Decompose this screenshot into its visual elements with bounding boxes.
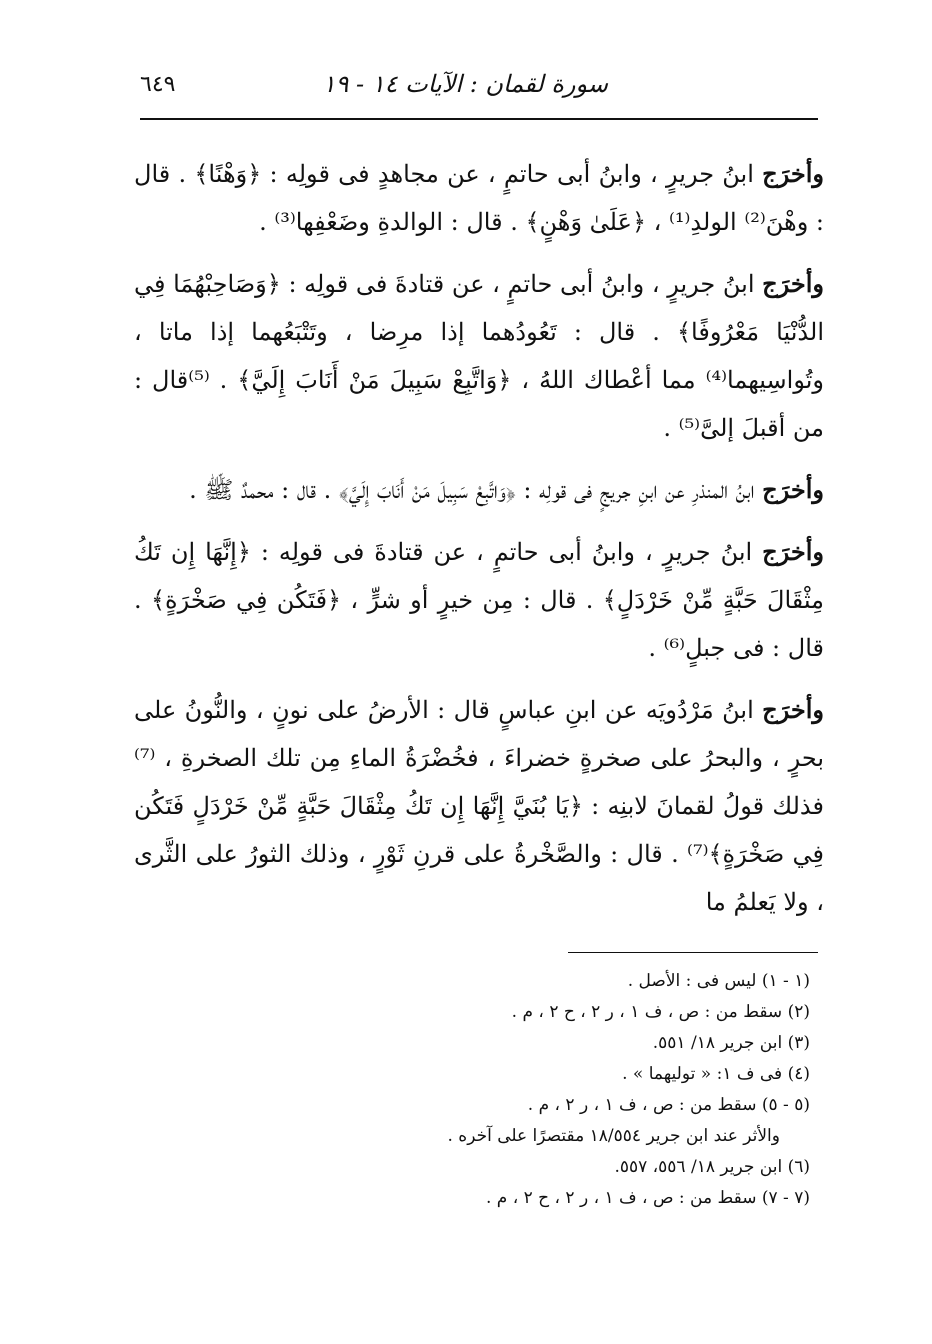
paragraph-text: ابنُ مَرْدُويَه عن ابنِ عباسٍ قال : الأرضُ على نونٍ ، والنُّونُ على بحرٍ ، والبحرُ على صخرةٍ خضراءَ ، فخُضْرَةُ الماءِ مِن تلك الصخرةِ ، ⁽⁷⁾فذلك قولُ لقمانَ لابنِه : ﴿يَا بُنَيَّ إِنَّهَا إِن تَكُ مِثْقَالَ حَبَّةٍ مِّنْ خَرْدَلٍ فَتَكُن فِي صَخْرَةٍ﴾⁽⁷⁾ . قال : والصَّخْرةُ على قرنِ ثَوْرٍ ، وذلك الثورُ على الثَّرى ، ولا يَعلمُ ما	[134, 696, 825, 916]
footnote-5: (٥ - ٥) سقط من : ص ، ف ١ ، ر ٢ ، م .	[527, 1095, 810, 1115]
footnote-2: (٢) سقط من : ص ، ف ١ ، ر ٢ ، ح ٢ ، م .	[511, 1002, 810, 1022]
paragraph-1	[134, 150, 824, 246]
paragraph-lead: وأخرَج	[762, 159, 824, 188]
paragraph-lead: وأخرَج	[762, 269, 824, 298]
footnote-3: (٣) ابن جرير ١٨/ ٥٥١.	[652, 1033, 810, 1053]
footnote-7: (٧ - ٧) سقط من : ص ، ف ١ ، ر ٢ ، ح ٢ ، م .	[485, 1188, 810, 1208]
paragraph-5	[134, 686, 824, 926]
paragraph-4	[134, 528, 824, 672]
footnote-rule	[568, 952, 818, 953]
header-rule	[140, 118, 818, 120]
body-text	[134, 150, 824, 940]
running-head: سورة لقمان : الآيات ١٤ - ١٩	[322, 70, 608, 98]
paragraph-3	[134, 466, 824, 514]
footnote-1: (١ - ١) ليس فى : الأصل .	[627, 971, 810, 991]
paragraph-text: ابنُ جريرٍ ، وابنُ أبى حاتمٍ ، عن قتادةَ فى قولِه : ﴿إِنَّهَا إِن تَكُ مِثْقَالَ حَبَّةٍ مِّنْ خَرْدَلٍ﴾ . قال : مِن خيرٍ أو شرٍّ ، ﴿فَتَكُن فِي صَخْرَةٍ﴾ . قال : فى جبلٍ⁽⁶⁾ .	[134, 538, 824, 662]
paragraph-text: ابنُ جريرٍ ، وابنُ أبى حاتمٍ ، عن مجاهدٍ فى قولِه : ﴿وَهْنًا﴾ . قال : وهْنَ⁽²⁾ الولدِ⁽¹⁾ ، ﴿عَلَىٰ وَهْنٍ﴾ . قال : الوالدةِ وضَعْفِها⁽³⁾ .	[134, 160, 824, 236]
paragraph-lead: وأخرَج	[762, 475, 824, 504]
paragraph-lead: وأخرَج	[762, 695, 824, 724]
page-number: ٦٤٩	[140, 72, 176, 97]
paragraph-lead: وأخرَج	[762, 537, 824, 566]
paragraph-text: ابنُ المنذرِ عن ابنِ جريجٍ فى قولِه : ﴿وَاتَّبِعْ سَبِيلَ مَنْ أَنَابَ إِلَيَّ﴾ . قال : محمدٌ ﷺ .	[189, 476, 755, 504]
footnotes	[300, 966, 810, 1214]
paragraph-text: ابنُ جريرٍ ، وابنُ أبى حاتمٍ ، عن قتادةَ فى قولِه : ﴿وَصَاحِبْهُمَا فِي الدُّنْيَا مَعْرُوفًا﴾ . قال : تَعُودُهما إذا مرِضا ، وتَتْبَعُهما إذا ماتا ، وتُواسِيهما⁽⁴⁾ مما أعْطاك اللهُ ، ﴿وَاتَّبِعْ سَبِيلَ مَنْ أَنَابَ إِلَيَّ﴾ . ⁽⁵⁾قال : من أقبلَ إلىَّ⁽⁵⁾ .	[134, 270, 824, 442]
paragraph-2	[134, 260, 824, 452]
page-header	[140, 66, 818, 106]
footnote-4: (٤) فى ف ١: « توليهما » .	[622, 1064, 810, 1084]
footnote-6: (٦) ابن جرير ١٨/ ٥٥٦، ٥٥٧.	[614, 1157, 810, 1177]
footnote-5-continuation: والأثر عند ابن جرير ١٨/٥٥٤ مقتصرًا على آخره .	[447, 1126, 780, 1146]
